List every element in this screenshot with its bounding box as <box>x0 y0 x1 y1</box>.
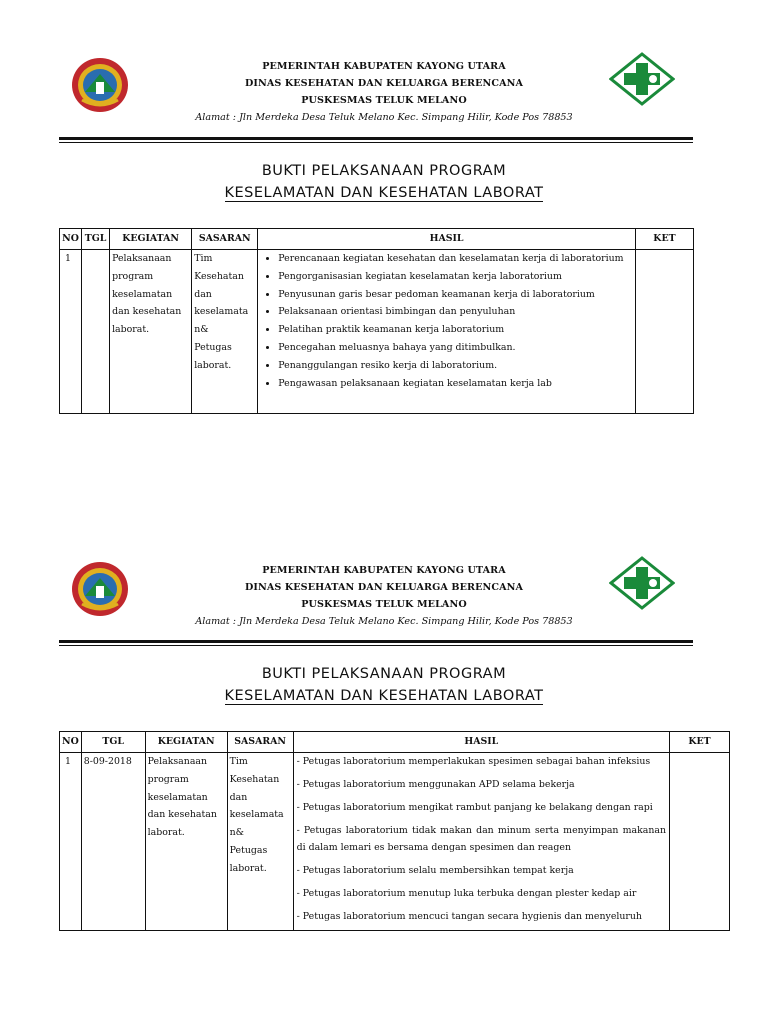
sasaran-line: keselamata <box>229 809 284 821</box>
header-department: DINAS KESEHATAN DAN KELUARGA BERENCANA <box>244 582 524 593</box>
cell-no: 1 <box>60 753 82 931</box>
list-item: - Petugas laboratorium menggunakan APD selama bekerja <box>296 779 575 790</box>
title-line-2-wrap <box>0 685 768 707</box>
puskesmas-cross-icon <box>609 52 675 106</box>
cell-ket <box>635 250 693 414</box>
kegiatan-line: laborat. <box>112 324 150 336</box>
cell-tgl <box>82 250 110 414</box>
list-item: • Penyusunan garis besar pedoman keamanan kerja di laboratorium <box>278 286 633 304</box>
kegiatan-line: laborat. <box>147 827 185 839</box>
header-address: Alamat : Jln Merdeka Desa Teluk Melano Kec. Simpang Hilir, Kode Pos 78853 <box>195 616 573 627</box>
kegiatan-line: program <box>112 270 154 282</box>
table-header-row <box>60 732 730 753</box>
cell-kegiatan <box>145 753 227 931</box>
sasaran-line: laborat. <box>229 862 267 874</box>
header-puskesmas: PUSKESMAS TELUK MELANO <box>301 95 467 106</box>
cell-ket <box>670 753 730 931</box>
sasaran-line: n& <box>194 324 209 336</box>
sasaran-line: Tim <box>194 253 213 264</box>
cell-sasaran <box>192 250 258 414</box>
sasaran-line: Kesehatan <box>194 270 244 282</box>
document-title <box>0 663 768 707</box>
cell-tgl: 8-09-2018 <box>81 753 145 931</box>
letterhead <box>0 556 768 646</box>
list-item: • Pencegahan meluasnya bahaya yang ditimbulkan. <box>278 339 633 357</box>
header-department: DINAS KESEHATAN DAN KELUARGA BERENCANA <box>244 78 524 89</box>
list-item: - Petugas laboratorium selalu membersihkan tempat kerja <box>296 865 574 876</box>
col-sasaran: SASARAN <box>192 229 258 250</box>
kegiatan-line: dan kesehatan <box>147 809 217 821</box>
cell-kegiatan <box>110 250 192 414</box>
kegiatan-line: keselamatan <box>112 288 173 300</box>
list-item: - Petugas laboratorium tidak makan dan minum serta menyimpan makanan di dalam lemari es bersama dengan spesimen dan reagen <box>296 825 667 853</box>
header-address: Alamat : Jln Merdeka Desa Teluk Melano Kec. Simpang Hilir, Kode Pos 78853 <box>195 112 573 123</box>
header-government: PEMERINTAH KABUPATEN KAYONG UTARA <box>262 565 506 576</box>
col-no: NO <box>60 732 82 753</box>
sasaran-line: keselamata <box>194 306 249 318</box>
cell-sasaran <box>227 753 293 931</box>
cell-hasil <box>258 250 636 414</box>
sasaran-line: Tim <box>229 756 248 767</box>
sasaran-line: laborat. <box>194 359 232 371</box>
header-divider <box>59 640 693 646</box>
header-divider <box>59 137 693 143</box>
document-title <box>0 160 768 204</box>
title-line-1: BUKTI PELAKSANAAN PROGRAM <box>261 163 507 179</box>
header-government: PEMERINTAH KABUPATEN KAYONG UTARA <box>262 61 506 72</box>
title-line-2-wrap <box>0 182 768 204</box>
kegiatan-line: program <box>147 773 189 785</box>
title-line-2: KESELAMATAN DAN KESEHATAN LABORAT <box>224 185 544 201</box>
table-row <box>60 250 694 414</box>
list-item: • Perencanaan kegiatan kesehatan dan keselamatan kerja di laboratorium <box>278 250 633 268</box>
sasaran-line: dan <box>229 791 248 803</box>
col-kegiatan: KEGIATAN <box>110 229 192 250</box>
list-item: • Pelatihan praktik keamanan kerja laboratorium <box>278 321 633 339</box>
header-puskesmas: PUSKESMAS TELUK MELANO <box>301 599 467 610</box>
title-line-1: BUKTI PELAKSANAAN PROGRAM <box>261 666 507 682</box>
col-kegiatan: KEGIATAN <box>145 732 227 753</box>
kegiatan-line: keselamatan <box>147 791 208 803</box>
col-ket: KET <box>670 732 730 753</box>
col-ket: KET <box>635 229 693 250</box>
col-tgl: TGL <box>81 732 145 753</box>
list-item: - Petugas laboratorium menutup luka terbuka dengan plester kedap air <box>296 888 637 899</box>
list-item: - Petugas laboratorium mencuci tangan secara hygienis dan menyeluruh <box>296 911 642 922</box>
col-no: NO <box>60 229 82 250</box>
list-item: • Pelaksanaan orientasi bimbingan dan penyuluhan <box>278 303 633 321</box>
program-table-1 <box>59 228 694 414</box>
kegiatan-line: dan kesehatan <box>112 306 182 318</box>
sasaran-line: Petugas <box>229 844 268 856</box>
col-tgl: TGL <box>82 229 110 250</box>
list-item: - Petugas laboratorium mengikat rambut panjang ke belakang dengan rapi <box>296 802 653 813</box>
puskesmas-cross-icon <box>609 556 675 610</box>
cell-no: 1 <box>60 250 82 414</box>
col-sasaran: SASARAN <box>227 732 293 753</box>
cell-hasil <box>293 753 669 931</box>
hasil-list <box>260 250 633 392</box>
table-header-row <box>60 229 694 250</box>
list-item: • Penanggulangan resiko kerja di laboratorium. <box>278 357 633 375</box>
list-item: • Pengorganisasian kegiatan keselamatan kerja laboratorium <box>278 268 633 286</box>
sasaran-line: n& <box>229 827 245 839</box>
sasaran-line: Kesehatan <box>229 773 280 785</box>
title-line-2: KESELAMATAN DAN KESEHATAN LABORAT <box>224 688 544 704</box>
letterhead <box>0 52 768 142</box>
sasaran-line: dan <box>194 288 212 300</box>
col-hasil: HASIL <box>258 229 636 250</box>
kegiatan-line: Pelaksanaan <box>112 253 172 264</box>
kegiatan-line: Pelaksanaan <box>147 756 208 767</box>
list-item: • Pengawasan pelaksanaan kegiatan keselamatan kerja lab <box>278 375 633 393</box>
program-table-2 <box>59 731 730 931</box>
list-item: - Petugas laboratorium memperlakukan spesimen sebagai bahan infeksius <box>296 756 651 767</box>
col-hasil: HASIL <box>293 732 669 753</box>
table-row <box>60 753 730 931</box>
sasaran-line: Petugas <box>194 341 232 353</box>
